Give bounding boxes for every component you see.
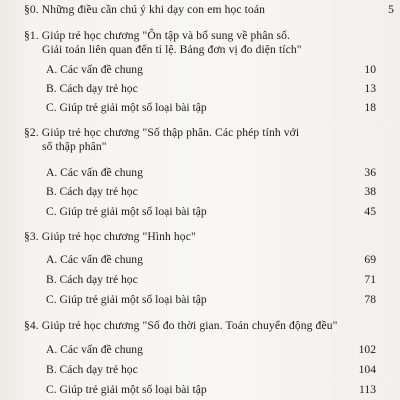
toc-subentry-title: C. Giúp trẻ giải một số loại bài tập: [46, 293, 207, 306]
toc-subentry-title: C. Giúp trẻ giải một số loại bài tập: [46, 205, 207, 218]
toc-subentry-page: 13: [364, 82, 376, 95]
toc-subentry-page: 78: [364, 293, 376, 306]
toc-subentry-title: B. Cách dạy trẻ học: [46, 185, 138, 198]
toc-subentry-title: A. Các vấn đề chung: [46, 63, 143, 76]
toc-subentry-title: A. Các vấn đề chung: [46, 253, 143, 266]
toc-entry-title: §2. Giúp trẻ học chương "Số thập phân. Các phép tính với: [24, 126, 300, 139]
toc-entry-page: 5: [388, 3, 394, 16]
toc-subentry-page: 38: [364, 185, 376, 198]
toc-subentry-title: B. Cách dạy trẻ học: [46, 273, 138, 286]
toc-entry-title-continued: số thập phân": [42, 140, 107, 153]
toc-subentry-page: 71: [364, 273, 376, 286]
toc-subentry-page: 113: [359, 383, 376, 396]
toc-subentry-title: C. Giúp trẻ giải một số loại bài tập: [46, 101, 207, 114]
toc-subentry-title: B. Cách dạy trẻ học: [46, 82, 138, 95]
toc-entry-title: §3. Giúp trẻ học chương "Hình học": [24, 230, 196, 243]
toc-entry-title: §1. Giúp trẻ học chương "Ôn tập và bổ sung về phân số.: [24, 29, 290, 42]
toc-subentry-page: 18: [364, 101, 376, 114]
toc-subentry-title: B. Cách dạy trẻ học: [46, 363, 138, 376]
toc-subentry-page: 45: [364, 205, 376, 218]
toc-subentry-page: 102: [358, 343, 376, 356]
toc-subentry-title: A. Các vấn đề chung: [46, 343, 143, 356]
toc-subentry-title: A. Các vấn đề chung: [46, 166, 143, 179]
toc-entry-title: §0. Những điều cần chú ý khi dạy con em học toán: [24, 3, 265, 16]
toc-subentry-page: 104: [358, 363, 376, 376]
toc-subentry-page: 36: [364, 166, 376, 179]
toc-subentry-page: 10: [364, 63, 376, 76]
toc-entry-title-continued: Giải toán liên quan đến tỉ lệ. Bảng đơn vị đo diện tích": [42, 43, 302, 56]
toc-subentry-page: 69: [364, 253, 376, 266]
toc-entry-title: §4. Giúp trẻ học chương "Số đo thời gian. Toán chuyển động đều": [24, 319, 338, 332]
toc-subentry-title: C. Giúp trẻ giải một số loại bài tập: [46, 383, 207, 396]
